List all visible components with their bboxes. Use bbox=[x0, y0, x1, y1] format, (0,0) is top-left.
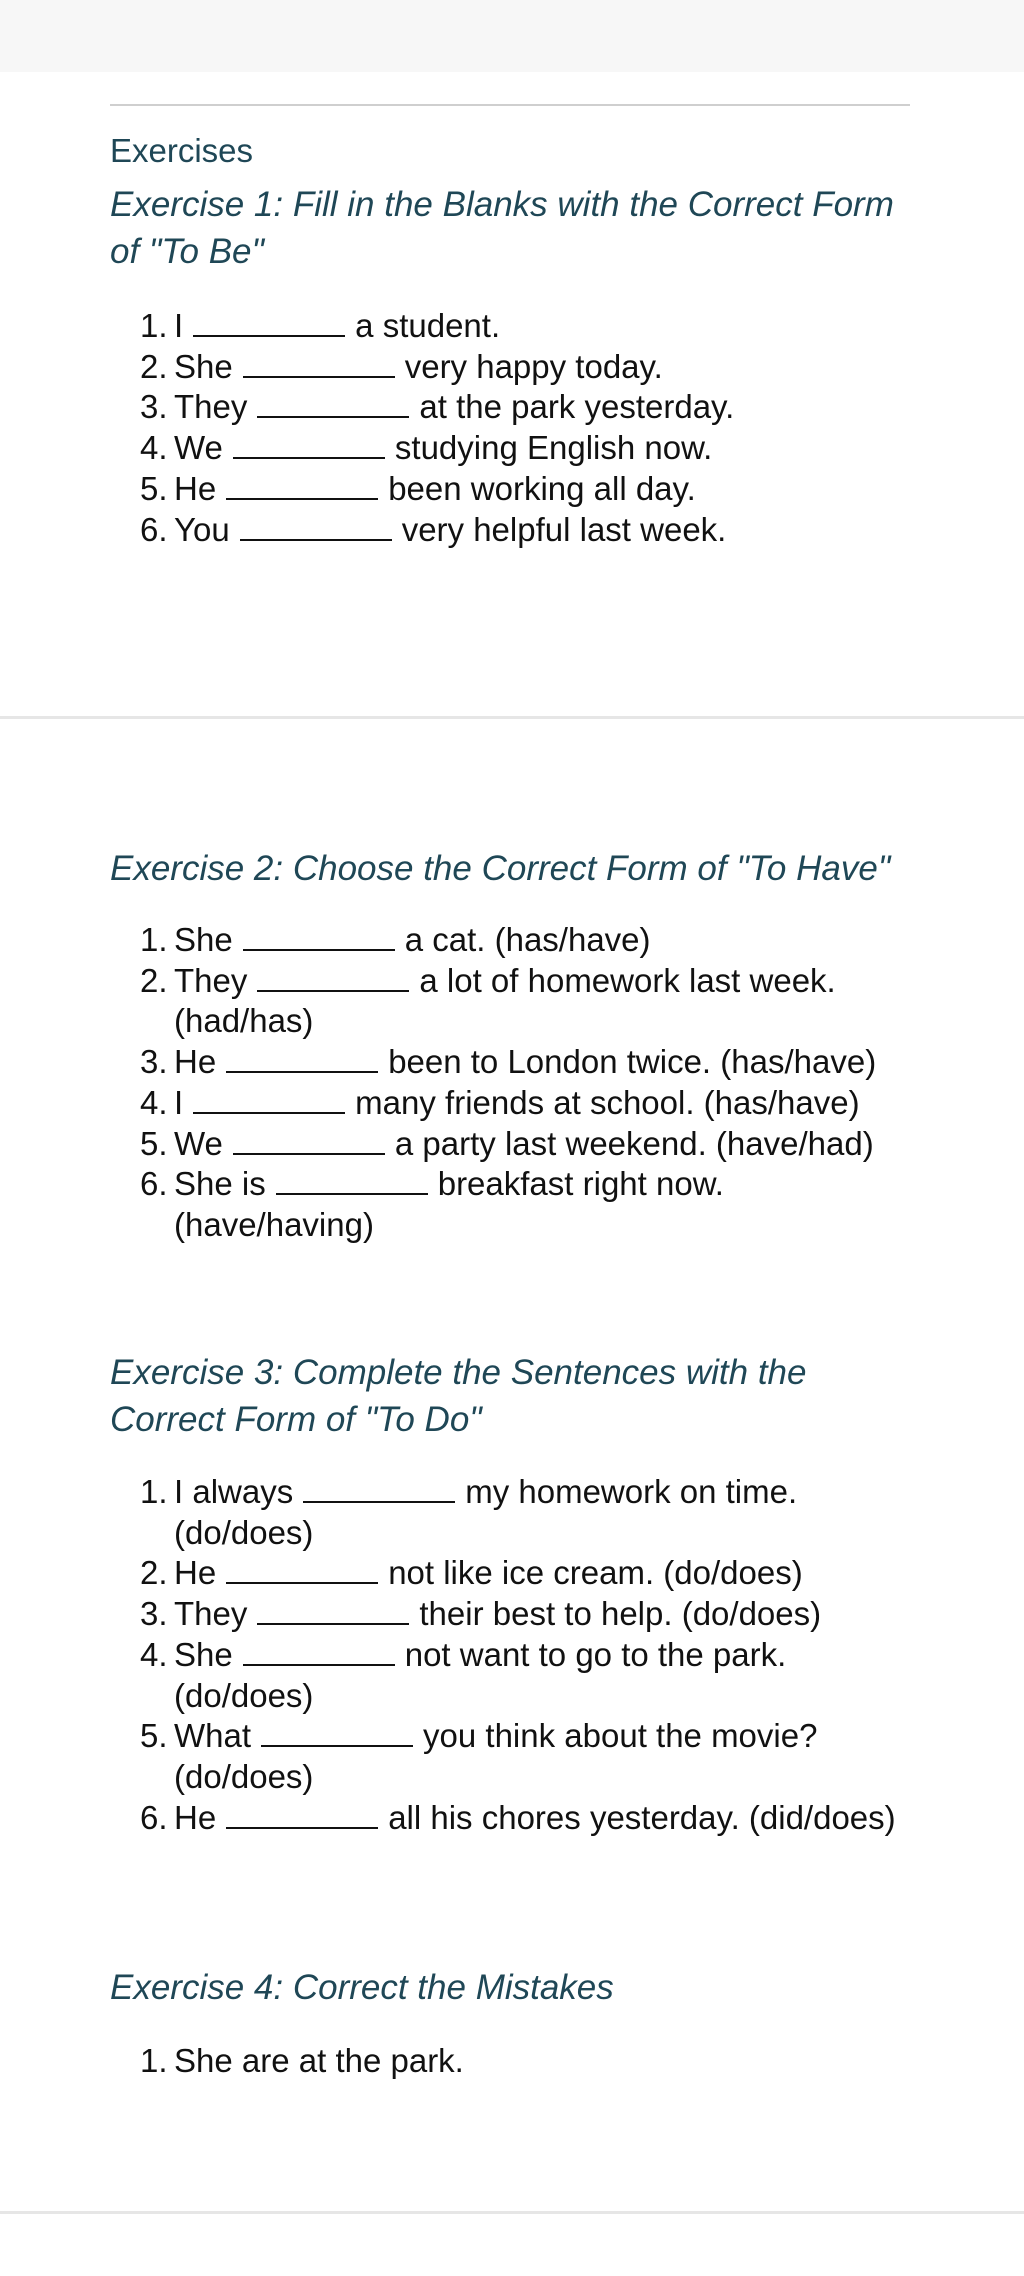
answer-blank bbox=[243, 348, 395, 378]
exercise-1-heading: Exercise 1: Fill in the Blanks with the Correct Form of "To Be" bbox=[110, 185, 894, 271]
item-text-after: breakfast right now. (have/having) bbox=[174, 1165, 724, 1243]
item-text-after: been to London twice. (has/have) bbox=[388, 1043, 877, 1081]
item-text-after: my homework on time. (do/does) bbox=[174, 1473, 798, 1551]
answer-blank bbox=[261, 1717, 413, 1747]
item-text-before: They bbox=[174, 388, 248, 426]
item-number: 1. bbox=[140, 307, 168, 344]
item-number: 4. bbox=[140, 429, 168, 467]
horizontal-rule bbox=[110, 104, 910, 106]
item-number: 6. bbox=[140, 510, 168, 548]
answer-blank bbox=[226, 1554, 378, 1584]
item-text-after: very happy today. bbox=[404, 347, 663, 385]
list-item bbox=[140, 428, 920, 469]
item-number: 3. bbox=[140, 1043, 168, 1081]
list-item bbox=[140, 306, 920, 347]
item-text-after: a cat. (has/have) bbox=[404, 921, 651, 958]
exercise-3-list bbox=[140, 1472, 920, 1838]
item-text-after: at the park yesterday. bbox=[419, 388, 735, 426]
item-text-after: studying English now. bbox=[394, 429, 713, 467]
exercise-2-list bbox=[140, 920, 920, 1246]
item-number: 5. bbox=[140, 469, 168, 507]
item-text-after: a lot of homework last week. (had/has) bbox=[174, 961, 836, 1040]
item-text-before: She is bbox=[174, 1165, 266, 1203]
item-text-before: He bbox=[174, 1798, 217, 1836]
list-item bbox=[140, 961, 920, 1042]
list-item bbox=[140, 347, 920, 388]
list-item bbox=[140, 1553, 920, 1594]
item-text-before: She bbox=[174, 1635, 233, 1673]
answer-blank bbox=[257, 388, 409, 418]
item-text: She are at the park. bbox=[174, 2042, 464, 2079]
item-text-before: You bbox=[174, 510, 230, 548]
item-text-before: He bbox=[174, 1554, 217, 1592]
answer-blank bbox=[303, 1473, 455, 1503]
item-text-before: She bbox=[174, 921, 233, 958]
item-text-after: very helpful last week. bbox=[401, 510, 727, 548]
item-text-after: been working all day. bbox=[388, 469, 696, 507]
item-number: 3. bbox=[140, 1595, 168, 1633]
exercise-2-heading: Exercise 2: Choose the Correct Form of "To Have" bbox=[110, 849, 891, 888]
answer-blank bbox=[193, 307, 345, 337]
list-item bbox=[140, 1164, 920, 1245]
item-number: 4. bbox=[140, 1635, 168, 1673]
item-number: 1. bbox=[140, 2042, 168, 2079]
item-text-after: many friends at school. (has/have) bbox=[355, 1083, 860, 1121]
item-number: 6. bbox=[140, 1165, 168, 1203]
answer-blank bbox=[233, 429, 385, 459]
item-text-after: a student. bbox=[355, 307, 501, 344]
page-divider bbox=[0, 716, 1024, 719]
item-number: 2. bbox=[140, 347, 168, 385]
item-number: 2. bbox=[140, 1554, 168, 1592]
item-text-before: I bbox=[174, 307, 184, 344]
list-item bbox=[140, 1594, 920, 1635]
item-text-before: I always bbox=[174, 1473, 294, 1510]
item-text-after: all his chores yesterday. (did/does) bbox=[388, 1798, 896, 1836]
answer-blank bbox=[226, 470, 378, 500]
item-text-after: a party last weekend. (have/had) bbox=[394, 1124, 874, 1162]
list-item bbox=[140, 1635, 920, 1716]
answer-blank bbox=[243, 1636, 395, 1666]
item-text-after: not like ice cream. (do/does) bbox=[388, 1554, 803, 1592]
item-number: 5. bbox=[140, 1717, 168, 1755]
list-item bbox=[140, 1716, 920, 1797]
item-number: 6. bbox=[140, 1798, 168, 1836]
item-text-before: We bbox=[174, 1124, 223, 1162]
item-text-before: What bbox=[174, 1717, 252, 1755]
answer-blank bbox=[276, 1165, 428, 1195]
item-text-before: He bbox=[174, 1043, 217, 1081]
answer-blank bbox=[240, 511, 392, 541]
item-number: 2. bbox=[140, 961, 168, 999]
answer-blank bbox=[233, 1125, 385, 1155]
item-number: 3. bbox=[140, 388, 168, 426]
list-item bbox=[140, 1798, 920, 1839]
item-text-before: We bbox=[174, 429, 223, 467]
list-item bbox=[140, 920, 920, 961]
list-item bbox=[140, 510, 920, 551]
answer-blank bbox=[226, 1799, 378, 1829]
item-text-before: They bbox=[174, 961, 248, 999]
item-number: 1. bbox=[140, 921, 168, 958]
exercise-1-list bbox=[140, 306, 920, 550]
list-item bbox=[140, 1042, 920, 1083]
list-item bbox=[140, 469, 920, 510]
item-text-after: not want to go to the park. (do/does) bbox=[174, 1635, 787, 1714]
exercise-4-list bbox=[140, 2041, 920, 2082]
item-text-before: They bbox=[174, 1595, 248, 1633]
exercise-4-heading: Exercise 4: Correct the Mistakes bbox=[110, 1968, 614, 2007]
item-number: 1. bbox=[140, 1473, 168, 1510]
list-item bbox=[140, 2041, 920, 2082]
list-item bbox=[140, 1472, 920, 1553]
section-title: Exercises bbox=[110, 132, 254, 169]
list-item bbox=[140, 387, 920, 428]
answer-blank bbox=[257, 962, 409, 992]
answer-blank bbox=[257, 1595, 409, 1625]
item-number: 4. bbox=[140, 1083, 168, 1121]
item-text-before: She bbox=[174, 347, 233, 385]
item-text-before: I bbox=[174, 1083, 184, 1121]
item-number: 5. bbox=[140, 1124, 168, 1162]
answer-blank bbox=[226, 1043, 378, 1073]
list-item bbox=[140, 1124, 920, 1165]
exercise-3-heading: Exercise 3: Complete the Sentences with the Correct Form of "To Do" bbox=[110, 1353, 807, 1439]
answer-blank bbox=[243, 921, 395, 951]
top-bar bbox=[0, 0, 1024, 72]
item-text-before: He bbox=[174, 469, 217, 507]
answer-blank bbox=[193, 1084, 345, 1114]
page-divider bbox=[0, 2211, 1024, 2214]
list-item bbox=[140, 1083, 920, 1124]
item-text-after: you think about the movie? (do/does) bbox=[174, 1717, 818, 1795]
item-text-after: their best to help. (do/does) bbox=[419, 1595, 822, 1633]
